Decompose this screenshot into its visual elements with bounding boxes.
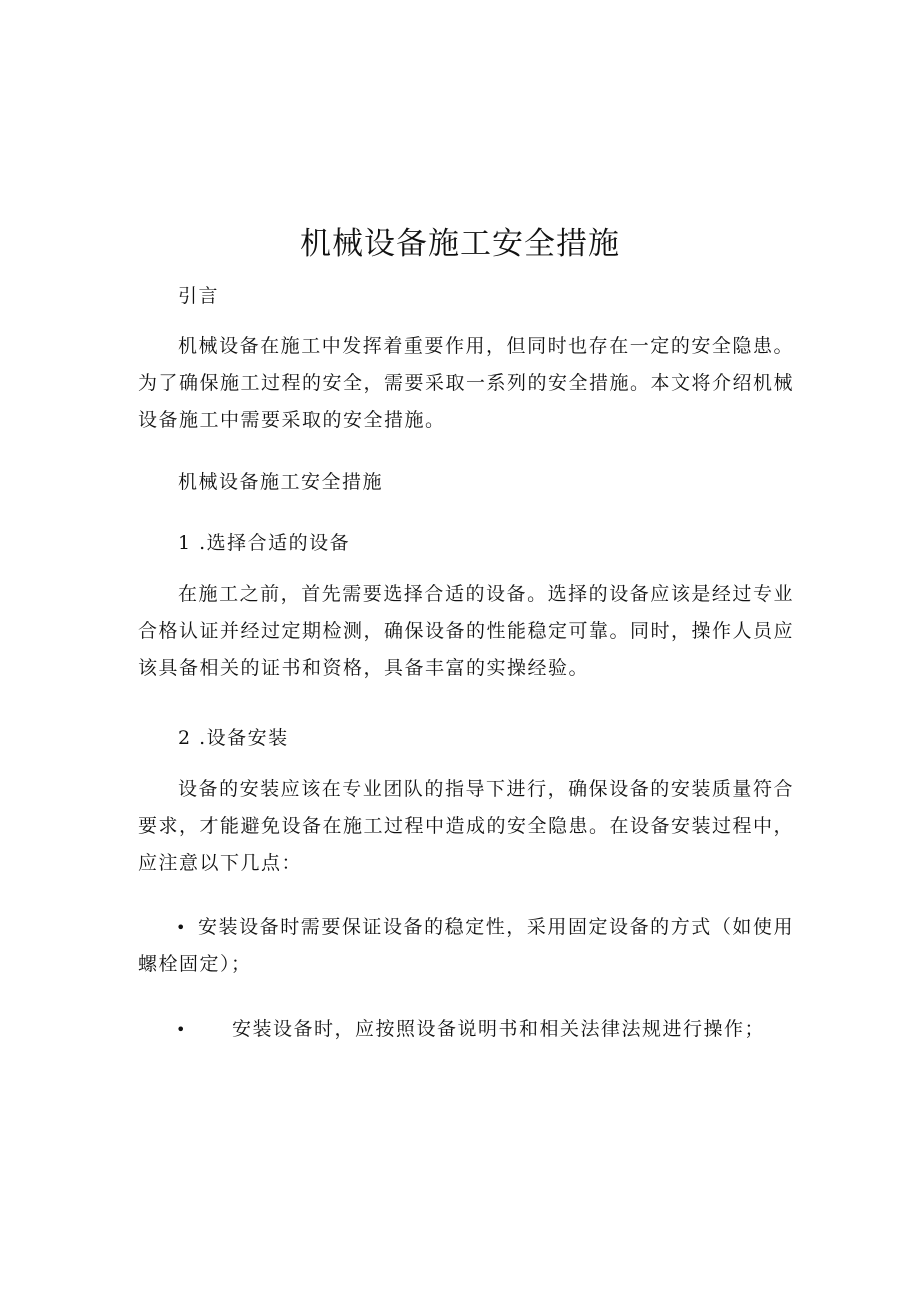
item1-heading: 1 .选择合适的设备 [178,532,351,554]
intro-paragraph: 机械设备在施工中发挥着重要作用，但同时也存在一定的安全隐患。为了确保施工过程的安全，需要采取一系列的安全措施。本文将介绍机械设备施工中需要采取的安全措施。 [138,335,795,431]
item2-heading: 2 .设备安装 [178,727,289,749]
bullet-text: 安装设备时，应按照设备说明书和相关法律法规进行操作； [232,1018,766,1040]
bullet-marker: • [176,1020,186,1039]
bullet-text: 安装设备时需要保证设备的稳定性，采用固定设备的方式（如使用螺栓固定）； [138,916,794,975]
item2-paragraph: 设备的安装应该在专业团队的指导下进行，确保设备的安装质量符合要求，才能避免设备在施工过程中造成的安全隐患。在设备安装过程中，应注意以下几点： [138,778,795,874]
bullet-marker: • [176,918,186,937]
section-heading: 机械设备施工安全措施 [178,471,384,493]
intro-heading: 引言 [178,285,220,307]
document-title: 机械设备施工安全措施 [300,226,620,262]
item1-paragraph: 在施工之前，首先需要选择合适的设备。选择的设备应该是经过专业合格认证并经过定期检测，确保设备的性能稳定可靠。同时，操作人员应该具备相关的证书和资格，具备丰富的实操经验。 [138,583,795,679]
